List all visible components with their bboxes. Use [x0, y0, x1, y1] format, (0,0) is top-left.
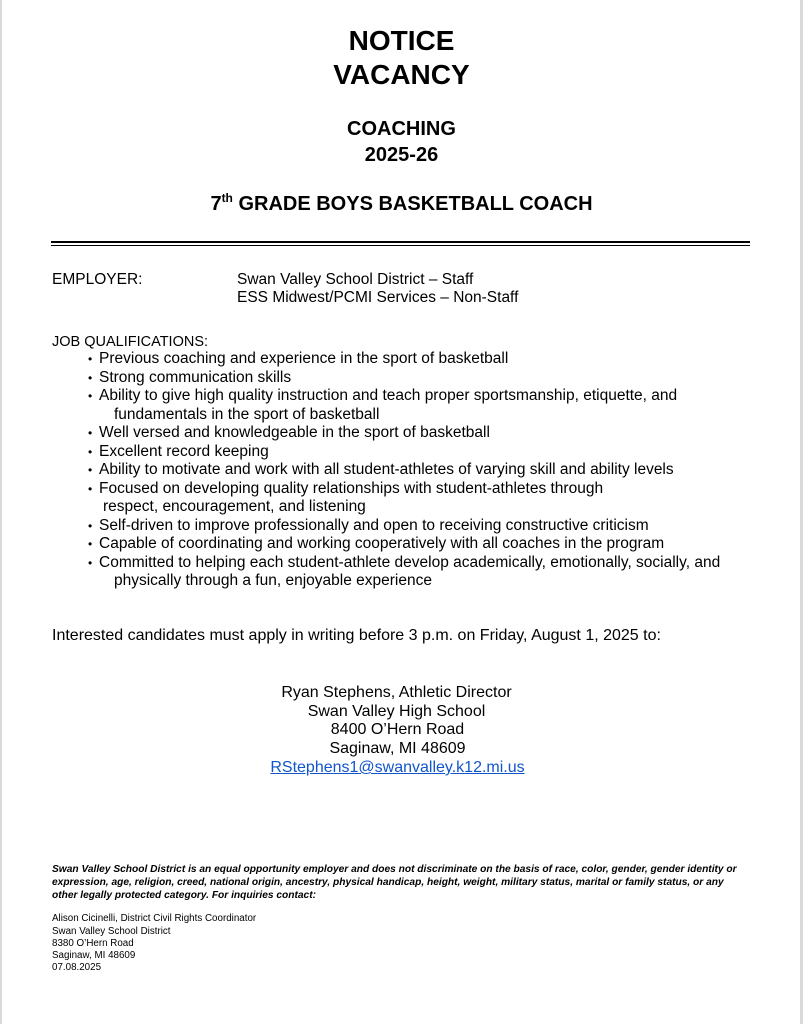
qualification-text: Excellent record keeping [99, 442, 269, 460]
position-title-text: GRADE BOYS BASKETBALL COACH [238, 193, 593, 215]
qualification-text: Committed to helping each student-athlete develop academically, emotionally, socially, and [99, 553, 721, 571]
contact-email-link[interactable]: RStephens1@swanvalley.k12.mi.us [270, 759, 525, 776]
footer-street: 8380 O’Hern Road [52, 938, 134, 949]
qualification-text: Well versed and knowledgeable in the sport of basketball [99, 424, 490, 441]
qualification-text: Strong communication skills [99, 368, 292, 386]
position-title [0, 191, 803, 217]
contact-school: Swan Valley High School [307, 703, 486, 720]
position-ordinal: 7 [210, 193, 222, 215]
qualification-text: Ability to motivate and work with all student-athletes of varying skill and ability levels [99, 461, 674, 478]
footer-district: Swan Valley School District [52, 926, 171, 937]
list-item [88, 461, 738, 480]
bullet-icon: • [88, 444, 93, 459]
bullet-icon: • [88, 518, 93, 533]
qualification-text: Ability to give high quality instruction and teach proper sportsmanship, etiquette, and [99, 387, 678, 404]
list-item [88, 517, 738, 536]
list-item [88, 387, 738, 424]
divider-thin [51, 245, 750, 246]
eeo-statement: Swan Valley School District is an equal opportunity employer and does not discriminate on the basis of race, color, gender, gender identity or expression, age, religion, creed, national origin, ancestry, physical handicap, height, weight, military status, marital or family status, or any other legally protected category. For inquiries contact: [52, 864, 737, 901]
qualification-text: Focused on developing quality relationships with student-athletes through [99, 479, 604, 497]
bullet-icon: • [88, 426, 93, 440]
qualifications-label: JOB QUALIFICATIONS: [52, 334, 209, 350]
qualification-text: Previous coaching and experience in the sport of basketball [99, 350, 509, 367]
contact-city: Saginaw, MI 48609 [329, 740, 466, 757]
qualifications-list [88, 350, 738, 591]
position-ordinal-suffix: th [221, 191, 233, 205]
bullet-icon: • [88, 352, 93, 366]
divider-thick [51, 241, 750, 243]
bullet-icon: • [88, 370, 93, 385]
vacancy-heading: VACANCY [333, 59, 470, 90]
list-item [88, 443, 738, 462]
footer-city: Saginaw, MI 48609 [52, 950, 136, 961]
footer-date: 07.08.2025 [52, 962, 102, 973]
qualification-continuation: fundamentals in the sport of basketball [114, 405, 380, 423]
contact-name: Ryan Stephens, Athletic Director [281, 684, 512, 701]
contact-street: 8400 O’Hern Road [330, 721, 465, 738]
application-instruction: Interested candidates must apply in writing before 3 p.m. on Friday, August 1, 2025 to: [52, 627, 661, 644]
footer-coordinator: Alison Cicinelli, District Civil Rights Coordinator [52, 913, 257, 924]
employer-staff: Swan Valley School District – Staff [237, 271, 474, 288]
qualification-continuation: physically through a fun, enjoyable experience [114, 572, 432, 589]
qualification-text: Capable of coordinating and working cooperatively with all coaches in the program [99, 535, 665, 552]
season-heading: 2025-26 [364, 144, 439, 166]
category-heading: COACHING [347, 118, 456, 140]
list-item [88, 535, 738, 554]
list-item [88, 424, 738, 443]
list-item [88, 350, 738, 369]
bullet-icon: • [88, 481, 93, 496]
employer-non-staff: ESS Midwest/PCMI Services – Non-Staff [237, 289, 519, 306]
employer-label: EMPLOYER: [52, 271, 143, 288]
notice-heading: NOTICE [348, 25, 455, 56]
list-item [88, 369, 738, 388]
bullet-icon: • [88, 537, 93, 551]
list-item [88, 480, 738, 517]
list-item [88, 554, 738, 591]
bullet-icon: • [88, 463, 93, 477]
qualification-text: Self-driven to improve professionally and open to receiving constructive criticism [99, 516, 649, 534]
qualification-continuation: respect, encouragement, and listening [103, 498, 366, 515]
bullet-icon: • [88, 389, 93, 403]
bullet-icon: • [88, 555, 93, 570]
